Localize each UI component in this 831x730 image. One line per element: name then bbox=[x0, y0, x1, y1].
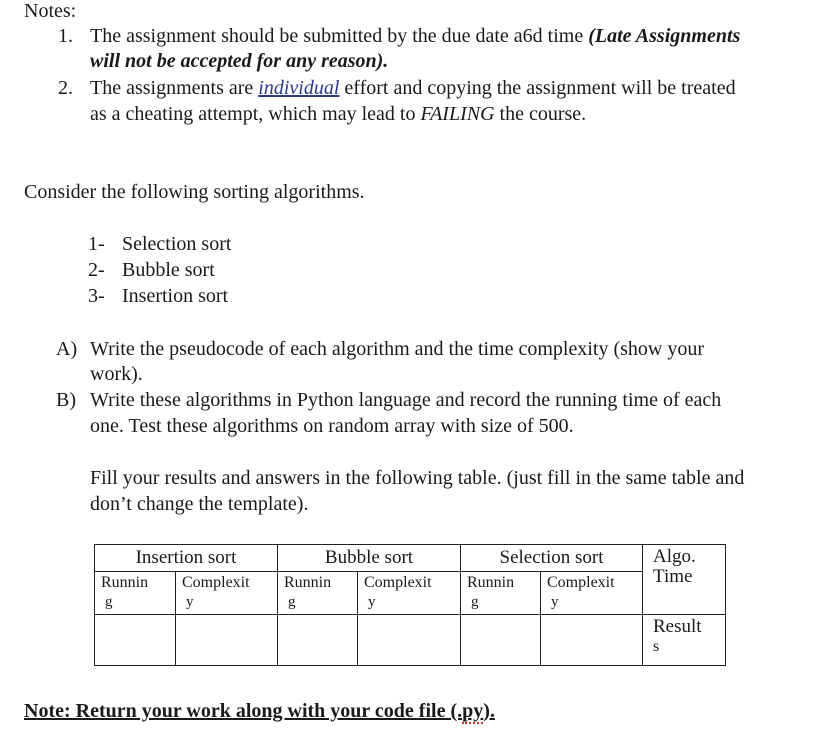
algorithm-3-name: Insertion sort bbox=[122, 285, 229, 307]
note-2-text-c: as a cheating attempt, which may lead to bbox=[90, 103, 421, 125]
task-a-line-1: Write the pseudocode of each algorithm and the time complexity (show your bbox=[90, 338, 705, 360]
note-1-number: 1. bbox=[58, 25, 73, 47]
note-2-line-2 bbox=[90, 101, 586, 127]
fill-instruction-line-2: don’t change the template). bbox=[90, 493, 309, 515]
bubble-running-cell bbox=[278, 572, 358, 615]
task-a-label: A) bbox=[56, 338, 78, 360]
complexity-label-tail: y bbox=[186, 594, 194, 610]
insertion-running-cell bbox=[95, 572, 176, 615]
selection-complexity-input[interactable] bbox=[541, 615, 643, 666]
note-2-line-1 bbox=[90, 75, 736, 101]
running-label: Runnin bbox=[101, 574, 149, 591]
results-table bbox=[94, 544, 726, 666]
selection-running-input[interactable] bbox=[461, 615, 541, 666]
header-selection-sort: Selection sort bbox=[461, 545, 643, 572]
task-a-line-2: work). bbox=[90, 363, 143, 385]
algorithm-1-number: 1- bbox=[88, 233, 105, 255]
final-note-text: Note: Return your work along with your code file (. bbox=[24, 700, 463, 722]
side-label-bottom bbox=[643, 615, 726, 666]
algorithm-2-name: Bubble sort bbox=[122, 259, 215, 281]
side-label-algo: Algo. bbox=[653, 546, 696, 567]
complexity-label: Complexit bbox=[547, 574, 615, 591]
note-1-line-1 bbox=[90, 23, 740, 49]
running-label-tail: g bbox=[105, 594, 113, 610]
running-label-tail: g bbox=[471, 594, 479, 610]
complexity-label-tail: y bbox=[551, 594, 559, 610]
running-label: Runnin bbox=[284, 574, 332, 591]
header-insertion-sort: Insertion sort bbox=[95, 545, 278, 572]
bubble-complexity-cell bbox=[358, 572, 461, 615]
insertion-complexity-input[interactable] bbox=[176, 615, 278, 666]
bubble-complexity-input[interactable] bbox=[358, 615, 461, 666]
side-label-time: Time bbox=[653, 566, 693, 587]
note-2-text-b: effort and copying the assignment will be treated bbox=[339, 77, 736, 99]
complexity-label-tail: y bbox=[368, 594, 376, 610]
note-1-line-2: will not be accepted for any reason). bbox=[90, 50, 389, 72]
header-bubble-sort: Bubble sort bbox=[278, 545, 461, 572]
final-note bbox=[24, 698, 495, 724]
fill-instruction-line-1: Fill your results and answers in the following table. (just fill in the same table and bbox=[90, 467, 745, 489]
note-2-individual: individual bbox=[258, 77, 340, 99]
intro-text: Consider the following sorting algorithms. bbox=[24, 181, 365, 203]
notes-heading: Notes: bbox=[24, 0, 77, 22]
task-b-label: B) bbox=[56, 389, 76, 411]
note-1-emphasis: (Late Assignments bbox=[588, 25, 741, 47]
complexity-label: Complexit bbox=[182, 574, 250, 591]
selection-complexity-cell bbox=[541, 572, 643, 615]
bubble-running-input[interactable] bbox=[278, 615, 358, 666]
note-2-failing: FAILING bbox=[420, 103, 495, 125]
algorithm-1-name: Selection sort bbox=[122, 233, 232, 255]
insertion-running-input[interactable] bbox=[95, 615, 176, 666]
final-note-py: py bbox=[462, 700, 484, 722]
running-label: Runnin bbox=[467, 574, 515, 591]
complexity-label: Complexit bbox=[364, 574, 432, 591]
task-b-line-2: one. Test these algorithms on random array with size of 500. bbox=[90, 415, 574, 437]
note-2-text-a: The assignments are bbox=[90, 77, 259, 99]
task-b-line-1: Write these algorithms in Python language and record the running time of each bbox=[90, 389, 722, 411]
note-2-text-d: the course. bbox=[494, 103, 587, 125]
algorithm-3-number: 3- bbox=[88, 285, 105, 307]
note-2-number: 2. bbox=[58, 77, 73, 99]
insertion-complexity-cell bbox=[176, 572, 278, 615]
side-label-result-tail: s bbox=[653, 638, 660, 655]
side-label-result: Result bbox=[653, 616, 702, 637]
selection-running-cell bbox=[461, 572, 541, 615]
note-1-text: The assignment should be submitted by the due date a6d time bbox=[90, 25, 589, 47]
side-label-top bbox=[643, 545, 726, 615]
algorithm-2-number: 2- bbox=[88, 259, 105, 281]
final-note-end: ). bbox=[483, 700, 495, 722]
running-label-tail: g bbox=[288, 594, 296, 610]
